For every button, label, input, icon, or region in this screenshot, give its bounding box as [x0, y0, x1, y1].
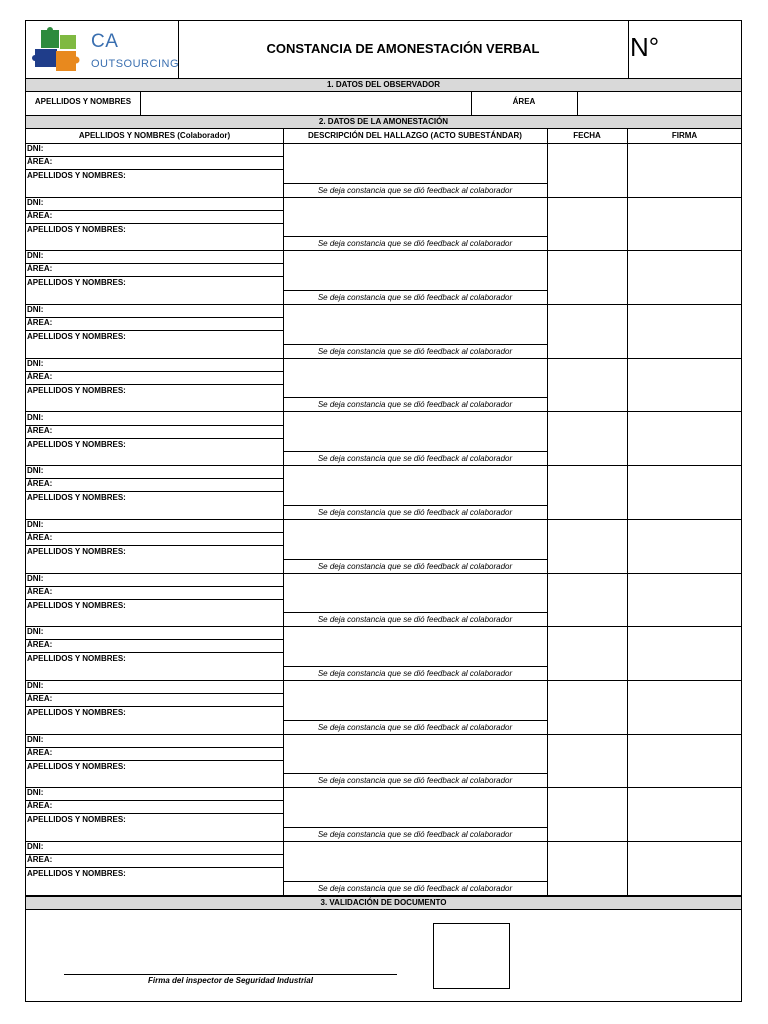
- row-area-label: ÁREA:: [27, 371, 53, 381]
- document-number-label: N°: [630, 32, 660, 62]
- row-feedback-note: Se deja constancia que se dió feedback al colaborador: [317, 722, 513, 732]
- row-name-label: APELLIDOS Y NOMBRES:: [27, 439, 126, 449]
- row-name-label: APELLIDOS Y NOMBRES:: [27, 546, 126, 556]
- row-signature-field[interactable]: [628, 359, 741, 411]
- row-dni-label: DNI:: [27, 519, 44, 529]
- row-feedback-note: Se deja constancia que se dió feedback al colaborador: [317, 883, 513, 893]
- row-dni-label: DNI:: [27, 197, 44, 207]
- row-dni-label: DNI:: [27, 627, 44, 637]
- warning-row: [26, 519, 742, 573]
- section-warning-heading: 2. DATOS DE LA AMONESTACIÓN: [26, 115, 741, 129]
- warning-row: [26, 304, 742, 358]
- row-name-label: APELLIDOS Y NOMBRES:: [27, 600, 126, 610]
- row-dni-label: DNI:: [27, 358, 44, 368]
- row-signature-field[interactable]: [628, 574, 741, 626]
- row-description-field[interactable]: [284, 198, 546, 236]
- row-date-field[interactable]: [548, 251, 626, 303]
- row-feedback-note: Se deja constancia que se dió feedback al colaborador: [317, 454, 513, 464]
- row-signature-field[interactable]: [628, 788, 741, 840]
- row-name-label: APELLIDOS Y NOMBRES:: [27, 493, 126, 503]
- logo-text-outsourcing: OUTSOURCING: [91, 58, 179, 70]
- warning-row: [26, 197, 742, 251]
- observer-area-label: ÁREA: [512, 97, 536, 106]
- row-name-label: APELLIDOS Y NOMBRES:: [27, 869, 126, 879]
- row-feedback-note: Se deja constancia que se dió feedback al colaborador: [317, 830, 513, 840]
- row-name-label: APELLIDOS Y NOMBRES:: [27, 761, 126, 771]
- warning-form: [25, 20, 742, 1002]
- row-name-label: APELLIDOS Y NOMBRES:: [27, 815, 126, 825]
- row-dni-label: DNI:: [27, 573, 44, 583]
- row-area-label: ÁREA:: [27, 318, 53, 328]
- row-area-label: ÁREA:: [27, 747, 53, 757]
- row-dni-label: DNI:: [27, 734, 44, 744]
- warning-row: [26, 143, 742, 197]
- puzzle-logo-icon: [32, 27, 84, 77]
- signature-caption: Firma del inspector de Seguridad Industrial: [148, 976, 313, 985]
- row-area-label: ÁREA:: [27, 479, 53, 489]
- warning-row: [26, 573, 742, 627]
- warning-row: [26, 358, 742, 412]
- row-feedback-note: Se deja constancia que se dió feedback al colaborador: [317, 400, 513, 410]
- row-date-field[interactable]: [548, 842, 626, 894]
- row-name-label: APELLIDOS Y NOMBRES:: [27, 708, 126, 717]
- row-description-field[interactable]: [284, 305, 546, 343]
- warning-row: [26, 680, 742, 734]
- column-header-signature: FIRMA: [671, 131, 698, 140]
- row-area-label: ÁREA:: [27, 586, 53, 596]
- row-feedback-note: Se deja constancia que se dió feedback al colaborador: [317, 346, 513, 356]
- row-description-field[interactable]: [284, 413, 546, 451]
- row-signature-field[interactable]: [628, 520, 741, 572]
- row-area-label: ÁREA:: [27, 640, 53, 650]
- row-dni-label: DNI:: [27, 251, 44, 261]
- row-description-field[interactable]: [284, 359, 546, 397]
- row-date-field[interactable]: [548, 305, 626, 357]
- row-date-field[interactable]: [548, 681, 626, 733]
- section-validation-heading: 3. VALIDACIÓN DE DOCUMENTO: [26, 896, 741, 910]
- row-feedback-note: Se deja constancia que se dió feedback al colaborador: [317, 507, 513, 517]
- column-header-date: FECHA: [573, 131, 601, 140]
- row-description-field[interactable]: [284, 466, 546, 504]
- row-signature-field[interactable]: [628, 305, 741, 357]
- row-date-field[interactable]: [548, 413, 626, 465]
- row-date-field[interactable]: [548, 788, 626, 840]
- row-signature-field[interactable]: [628, 466, 741, 518]
- row-area-label: ÁREA:: [27, 264, 53, 274]
- warning-row: [26, 734, 742, 788]
- row-name-label: APELLIDOS Y NOMBRES:: [27, 278, 126, 288]
- warning-row: [26, 626, 742, 680]
- row-dni-label: DNI:: [27, 842, 44, 852]
- row-signature-field[interactable]: [628, 413, 741, 465]
- column-header-name: APELLIDOS Y NOMBRES (Colaborador): [78, 131, 231, 140]
- logo-text-ca: CA: [91, 31, 119, 52]
- company-logo: [32, 27, 177, 77]
- row-feedback-note: Se deja constancia que se dió feedback al colaborador: [317, 776, 513, 786]
- row-feedback-note: Se deja constancia que se dió feedback al colaborador: [317, 615, 513, 625]
- row-signature-field[interactable]: [628, 144, 741, 196]
- warning-row: [26, 250, 742, 304]
- row-date-field[interactable]: [548, 144, 626, 196]
- observer-area-field[interactable]: [578, 93, 741, 114]
- row-signature-field[interactable]: [628, 198, 741, 250]
- row-name-label: APELLIDOS Y NOMBRES:: [27, 171, 126, 180]
- warning-row: [26, 465, 742, 519]
- row-date-field[interactable]: [548, 520, 626, 572]
- row-date-field[interactable]: [548, 627, 626, 679]
- section-observer-heading: 1. DATOS DEL OBSERVADOR: [26, 78, 741, 92]
- row-area-label: ÁREA:: [27, 425, 53, 435]
- row-description-field[interactable]: [284, 788, 546, 826]
- row-feedback-note: Se deja constancia que se dió feedback al colaborador: [317, 293, 513, 303]
- row-name-label: APELLIDOS Y NOMBRES:: [27, 224, 126, 234]
- form-title: CONSTANCIA DE AMONESTACIÓN VERBAL: [266, 41, 540, 56]
- row-area-label: ÁREA:: [27, 210, 53, 220]
- row-signature-field[interactable]: [628, 842, 741, 894]
- row-dni-label: DNI:: [27, 144, 44, 153]
- row-name-label: APELLIDOS Y NOMBRES:: [27, 654, 126, 664]
- row-area-label: ÁREA:: [27, 855, 53, 865]
- warning-row: [26, 787, 742, 841]
- row-dni-label: DNI:: [27, 305, 44, 315]
- row-date-field[interactable]: [548, 466, 626, 518]
- row-description-field[interactable]: [284, 144, 546, 182]
- warning-row: [26, 841, 742, 895]
- row-name-label: APELLIDOS Y NOMBRES:: [27, 332, 126, 342]
- row-area-label: ÁREA:: [27, 694, 53, 703]
- stamp-box[interactable]: [433, 923, 510, 989]
- row-feedback-note: Se deja constancia que se dió feedback al colaborador: [317, 561, 513, 571]
- row-description-field[interactable]: [284, 574, 546, 612]
- row-date-field[interactable]: [548, 574, 626, 626]
- observer-name-field[interactable]: [141, 93, 471, 114]
- row-area-label: ÁREA:: [27, 532, 53, 542]
- row-feedback-note: Se deja constancia que se dió feedback al colaborador: [317, 668, 513, 678]
- row-dni-label: DNI:: [27, 412, 44, 422]
- row-date-field[interactable]: [548, 198, 626, 250]
- row-date-field[interactable]: [548, 359, 626, 411]
- row-signature-field[interactable]: [628, 735, 741, 787]
- row-area-label: ÁREA:: [27, 157, 53, 166]
- row-description-field[interactable]: [284, 735, 546, 773]
- row-dni-label: DNI:: [27, 681, 44, 690]
- row-date-field[interactable]: [548, 735, 626, 787]
- row-area-label: ÁREA:: [27, 801, 53, 811]
- row-description-field[interactable]: [284, 251, 546, 289]
- row-dni-label: DNI:: [27, 788, 44, 798]
- row-feedback-note: Se deja constancia que se dió feedback al colaborador: [317, 239, 513, 249]
- observer-name-label: APELLIDOS Y NOMBRES: [34, 97, 132, 106]
- row-description-field[interactable]: [284, 627, 546, 665]
- warning-row: [26, 412, 742, 466]
- row-description-field[interactable]: [284, 842, 546, 880]
- row-name-label: APELLIDOS Y NOMBRES:: [27, 385, 126, 395]
- row-signature-field[interactable]: [628, 681, 741, 733]
- row-dni-label: DNI:: [27, 466, 44, 476]
- column-header-description: DESCRIPCIÓN DEL HALLAZGO (ACTO SUBESTÁNDAR): [308, 131, 522, 140]
- row-description-field[interactable]: [284, 681, 546, 719]
- row-signature-field[interactable]: [628, 251, 741, 303]
- row-feedback-note: Se deja constancia que se dió feedback al colaborador: [317, 185, 513, 195]
- signature-line[interactable]: [64, 974, 397, 975]
- row-description-field[interactable]: [284, 520, 546, 558]
- row-signature-field[interactable]: [628, 627, 741, 679]
